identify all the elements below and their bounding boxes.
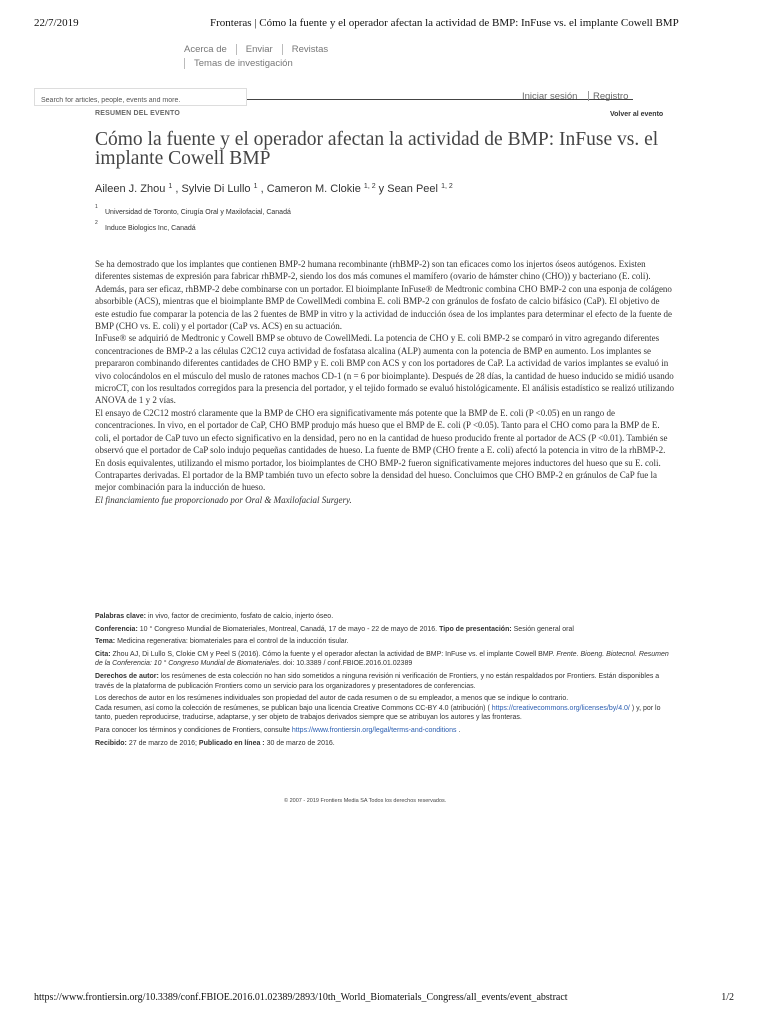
received-value: 27 de marzo de 2016; <box>128 739 197 747</box>
article-title: Cómo la fuente y el operador afectan la actividad de BMP: InFuse vs. el implante Cowell BMP <box>95 129 659 169</box>
topic-value: Medicina regenerativa: biomateriales para el control de la inducción tisular. <box>117 638 349 646</box>
published-value: 30 de marzo de 2016. <box>266 739 335 747</box>
affiliation <box>95 204 291 216</box>
citation-doi: . doi: 10.3389 / conf.FBIOE.2016.01.02389 <box>279 660 413 668</box>
terms-pre: Para conocer los términos y condiciones de Frontiers, consulte <box>95 726 290 734</box>
abstract-body <box>95 258 675 506</box>
keywords-row <box>95 612 675 622</box>
back-to-event-link[interactable]: Volver al evento <box>610 111 664 118</box>
citation-row <box>95 650 675 669</box>
nav-divider <box>282 44 283 55</box>
presentation-type-label: Tipo de presentación: <box>439 625 512 633</box>
citation-journal: Frente. Bioeng. Biotecnol. Resumen de la Conferencia: 10 ° Congreso Mundial de Biomateriales <box>95 650 669 668</box>
dates-row <box>95 739 675 749</box>
license-pre: Cada resumen, así como la colección de resúmenes, se publican bajo una licencia Creative Commons CC-BY 4.0 (atribución) ( <box>95 704 490 712</box>
print-date: 22/7/2019 <box>34 17 79 29</box>
conference-row <box>95 625 675 635</box>
author-list <box>95 183 453 195</box>
affiliation <box>95 220 196 232</box>
print-doc-title: Fronteras | Cómo la fuente y el operador afectan la actividad de BMP: InFuse vs. el implante Cowell BMP <box>210 17 679 29</box>
nav-divider <box>184 58 185 69</box>
terms-post: . <box>458 726 461 734</box>
site-copyright: © 2007 - 2019 Frontiers Media SA Todos los derechos reservados. <box>284 798 447 804</box>
author-affiliation-ref: 1, 2 <box>441 183 453 190</box>
author-affiliation-ref: 1 <box>168 183 173 190</box>
print-url: https://www.frontiersin.org/10.3389/conf.FBIOE.2016.01.02389/2893/10th_World_Biomaterials_Congress/all_events/event_abstract <box>34 992 568 1003</box>
affiliation-number: 1 <box>95 204 98 210</box>
author-affiliation-ref: 1 <box>253 183 258 190</box>
register-link-label[interactable]: Registro <box>593 91 629 102</box>
nav-about-link[interactable]: Acerca de <box>184 44 227 55</box>
license-link[interactable]: https://creativecommons.org/licenses/by/4.0/ <box>491 704 630 712</box>
author-name[interactable]: Aileen J. Zhou <box>95 183 166 195</box>
funding-statement: El financiamiento fue proporcionado por Oral & Maxilofacial Surgery. <box>95 494 352 505</box>
login-link[interactable]: Iniciar sesión <box>522 91 578 102</box>
keywords-value: in vivo, factor de crecimiento, fosfato de calcio, injerto óseo. <box>147 613 334 620</box>
topic-row <box>95 637 675 647</box>
search-input[interactable] <box>35 93 246 109</box>
license-row <box>95 704 675 723</box>
abstract-metadata <box>95 612 675 751</box>
top-nav <box>184 43 328 70</box>
print-page-number: 1/2 <box>721 992 734 1003</box>
keywords-label: Palabras clave: <box>95 613 146 620</box>
search-box <box>34 88 247 106</box>
copyright-row <box>95 672 675 691</box>
auth-divider <box>588 91 589 101</box>
presentation-type-value: Sesión general oral <box>513 625 574 633</box>
published-label: Publicado en línea : <box>198 739 265 747</box>
terms-link[interactable]: https://www.frontiersin.org/legal/terms-and-conditions <box>291 726 457 734</box>
topic-label: Tema: <box>95 638 116 646</box>
nav-divider <box>236 44 237 55</box>
copyright-label: Derechos de autor: <box>95 672 159 680</box>
conference-value: 10 ° Congreso Mundial de Biomateriales, Montreal, Canadá, 17 de mayo - 22 de mayo de 2016. <box>139 625 438 633</box>
abstract-paragraph: El ensayo de C2C12 mostró claramente que la BMP de CHO era significativamente más potente que la BMP de E. coli (P <0.05) en un rango de concentraciones. In vivo, en el portador de CaP, CHO BMP produjo más hueso que el BMP de E. coli (P <0.05). Tanto para el CHO como para la BMP de E. coli, el portador de CaP tuvo un efecto significativo en la densidad, pero no en la cantidad de hueso producido frente al portador de ACS (P <0.01). También se observó que el portador de CaP solo indujo pequeñas cantidades de hueso. La fuente de BMP (CHO frente a E. coli) afectó la potencia in vitro de la rhBMP-2. En dosis equivalentes, utilizando el mismo portador, los bioimplantes de CHO BMP-2 fueron significativamente mejores inductores del hueso que su E. coli. Contrapartes derivadas. El portador de la BMP también tuvo un efecto sobre la densidad del hueso. Concluimos que CHO BMP-2 en gránulos de CaP fue la mejor combinación para la inducción de hueso. <box>95 407 668 493</box>
nav-journals-link[interactable]: Revistas <box>291 44 329 55</box>
license-post: ) y, por lo tanto, pueden reproducirse, traducirse, adaptarse, y ser objeto de trabajos derivados siempre que se atribuyan los autores y las fronteras. <box>95 704 661 722</box>
citation-value: Zhou AJ, Di Lullo S, Clokie CM y Peel S (2016). Cómo la fuente y el operador afectan la actividad de BMP: InFuse vs. el implante Cowell BMP. <box>112 650 555 658</box>
author-name[interactable]: y Sean Peel <box>378 183 438 195</box>
citation-label: Cita: <box>95 650 111 658</box>
abstract-paragraph: Se ha demostrado que los implantes que contienen BMP-2 humana recombinante (rhBMP-2) son tan eficaces como los injertos óseos autógenos. Existen diferentes sistemas de expresión para fabricar rhBMP-2, siendo los dos más comunes el mamífero (ovario de hámster chino (CHO)) y bacteriano (E. coli). Además, para ser eficaz, rhBMP-2 debe combinarse con un portador. El bioimplante InFuse® de Medtronic combina CHO BMP-2 con una esponja de colágeno absorbible (ACS), mientras que el bioimplante BMP de CowellMedi combina E. coli BMP-2 con gránulos de fosfato de calcio bifásico (CaP). El objetivo de este estudio fue comparar la potencia de las 2 fuentes de BMP in vitro y la actividad de inducción ósea de los implantes para determinar el efecto de la fuente de BMP (CHO vs. E. coli) y el portador (CaP vs. ACS) en su actuación. <box>95 259 672 332</box>
nav-research-topics-link[interactable]: Temas de investigación <box>194 58 293 69</box>
register-link <box>584 91 628 102</box>
nav-submit-link[interactable]: Enviar <box>245 44 273 55</box>
received-label: Recibido: <box>95 739 127 747</box>
affiliation-number: 2 <box>95 220 98 226</box>
author-name[interactable]: , Cameron M. Clokie <box>260 183 361 195</box>
section-label: RESUMEN DEL EVENTO <box>95 110 181 117</box>
abstract-paragraph: InFuse® se adquirió de Medtronic y Cowell BMP se obtuvo de CowellMedi. La potencia de CHO y E. coli BMP-2 se comparó in vitro agregando diferentes concentraciones de BMP-2 a las células C2C12 cuya actividad de fosfatasa alcalina (ALP) aumenta con la potencia de BMP en aumento. Los implantes se prepararon combinando diferentes cantidades de CHO BMP y E. coli BMP con ACS y con los portadores de CaP. La actividad de varios implantes se evaluó in vivo colocándolos en el músculo del muslo de ratones machos CD-1 (n = 6 por bioimplante). Después de 28 días, la cantidad de hueso inducido se midió usando microCT, con los resultados corregidos para la presencia del portador, y el tejido formado se evaluó histológicamente. El análisis estadístico se realizó utilizando ANOVA de 1 y 2 vías. <box>95 333 675 406</box>
author-name[interactable]: , Sylvie Di Lullo <box>175 183 251 195</box>
author-affiliation-ref: 1, 2 <box>363 183 376 190</box>
terms-row <box>95 726 675 736</box>
affiliation-text: Universidad de Toronto, Cirugía Oral y Maxilofacial, Canadá <box>105 209 291 216</box>
conference-label: Conferencia: <box>95 625 138 633</box>
rights-row: Los derechos de autor en los resúmenes individuales son propiedad del autor de cada resumen o de su empleador, a menos que se indique lo contrario. <box>95 695 569 703</box>
copyright-text: los resúmenes de esta colección no han sido sometidos a ninguna revisión ni verificación de Frontiers, y no están respaldados por Frontiers. Están disponibles a través de la plataforma de publicación Frontiers como un servicio para los organizadores y presentadores de conferencias. <box>95 672 660 690</box>
affiliation-text: Induce Biologics Inc, Canadá <box>105 225 196 232</box>
